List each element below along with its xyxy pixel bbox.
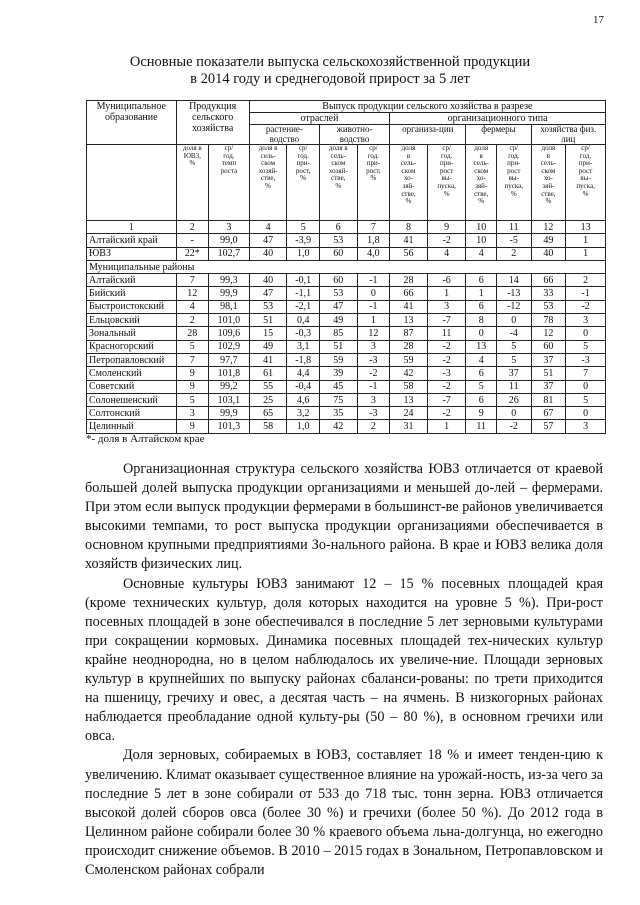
table-cell: -6	[427, 274, 466, 287]
table-cell: 24	[390, 407, 428, 420]
table-cell: -2	[427, 407, 466, 420]
header-households: хозяйства физ. лиц	[531, 125, 605, 145]
header-farmers: фермеры	[466, 125, 531, 145]
table-row	[87, 274, 606, 287]
table-cell-name: Алтайский	[87, 274, 177, 287]
table-cell: -1	[357, 274, 390, 287]
table-cell: 6	[466, 274, 497, 287]
table-cell: 1	[427, 287, 466, 300]
table-title	[70, 54, 590, 88]
table-cell: 3	[357, 340, 390, 353]
header-crop: растение-водство	[249, 125, 319, 145]
production-table	[86, 100, 606, 434]
table-cell: 5	[566, 393, 606, 406]
table-cell: 12	[531, 327, 566, 340]
table-cell: 28	[176, 327, 209, 340]
table-row	[87, 367, 606, 380]
table-cell: 26	[496, 393, 531, 406]
table-cell: 33	[531, 287, 566, 300]
table-cell: 2	[496, 247, 531, 260]
table-cell: 58	[249, 420, 287, 433]
table-cell: 1	[566, 247, 606, 260]
table-cell: 37	[496, 367, 531, 380]
table-cell: 12	[531, 221, 566, 234]
table-cell: -2	[496, 420, 531, 433]
table-cell: 47	[249, 234, 287, 247]
table-cell: 40	[531, 247, 566, 260]
header-production: Продукция сельского хозяйства	[176, 101, 249, 145]
table-cell: 4	[466, 353, 497, 366]
table-row	[87, 327, 606, 340]
table-cell: 6	[466, 367, 497, 380]
table-cell: 4	[427, 247, 466, 260]
table-cell: 81	[531, 393, 566, 406]
table-cell: 45	[319, 380, 357, 393]
table-cell: 99,3	[209, 274, 250, 287]
table-cell: 5	[496, 340, 531, 353]
table-cell: 5	[287, 221, 320, 234]
table-cell: 13	[390, 314, 428, 327]
table-cell: 51	[531, 367, 566, 380]
table-cell: 1	[427, 420, 466, 433]
table-cell: 8	[390, 221, 428, 234]
table-cell: 109,6	[209, 327, 250, 340]
table-cell-name: ЮВЗ	[87, 247, 177, 260]
table-cell: -3,9	[287, 234, 320, 247]
header-livestock: животно-водство	[319, 125, 389, 145]
table-cell: -0,1	[287, 274, 320, 287]
table-title-line-1: Основные показатели выпуска сельскохозяйственной продукции	[129, 54, 531, 70]
table-cell: -13	[496, 287, 531, 300]
header-municipality: Муниципальное образование	[87, 101, 177, 145]
header-empty-cell	[87, 145, 177, 221]
header-avg-rate: ср/ год. темп роста	[209, 145, 250, 221]
table-cell: 0	[496, 314, 531, 327]
table-cell: 51	[319, 340, 357, 353]
table-cell: 3	[176, 407, 209, 420]
table-cell: -2	[357, 367, 390, 380]
table-cell: 1	[566, 234, 606, 247]
table-cell: -1	[357, 300, 390, 313]
header-crop-growth: ср/ год. при- рост, %	[287, 145, 320, 221]
table-cell: 49	[249, 340, 287, 353]
table-cell: 8	[466, 314, 497, 327]
table-cell: -2	[427, 234, 466, 247]
table-cell-name: Ельцовский	[87, 314, 177, 327]
table-cell: 5	[496, 353, 531, 366]
table-cell: 1	[466, 287, 497, 300]
header-house-growth: ср/ год. при- рост вы- пуска, %	[566, 145, 606, 221]
table-cell: 13	[566, 221, 606, 234]
table-cell: 28	[390, 274, 428, 287]
table-cell: -1,1	[287, 287, 320, 300]
header-livestock-growth: ср/ год. при- рост, %	[357, 145, 390, 221]
table-cell: 0	[566, 407, 606, 420]
table-cell: 2	[176, 221, 209, 234]
table-cell: -1,8	[287, 353, 320, 366]
table-cell: 39	[319, 367, 357, 380]
table-cell: 10	[466, 221, 497, 234]
table-cell: 49	[319, 314, 357, 327]
table-cell: 5	[176, 340, 209, 353]
table-cell: 0	[566, 327, 606, 340]
table-cell: -4	[496, 327, 531, 340]
table-cell: 59	[319, 353, 357, 366]
paragraph: Доля зерновых, собираемых в ЮВЗ, составляет 18 % и имеет тенден-цию к увеличению. Климат оказывает существенное влияние на урожай-ность, из-за чего за последние 5 лет в зоне собирали от 533 до 718 тыс. тонн зерна. ЮВЗ отличается высокой долей сборов овса (более 30 %) и гречихи (более 50 %). До 2012 года в Целинном районе собирали более 30 % краевого объема льна-долгунца, но ежегодно происходит снижение объемов. В 2010 – 2015 годах в Зональном, Петропавловском и Смоленском районах собрали	[85, 747, 603, 878]
table-cell: 58	[390, 380, 428, 393]
table-cell-name: Зональный	[87, 327, 177, 340]
table-cell: -3	[566, 353, 606, 366]
table-cell: 98,1	[209, 300, 250, 313]
table-row	[87, 420, 606, 433]
table-cell: -5	[496, 234, 531, 247]
paragraph: Основные культуры ЮВЗ занимают 12 – 15 % посевных площадей края (кроме технических культур, доля которых находится на уровне 5 %). При-рост посевных площадей в зоне обеспечивался в последние 5 лет зерновыми культурами при сокращении кормовых. Динамика посевных площадей тех-нических культур крайне неоднородна, но в целом наблюдалось их увеличе-ние. Площади зерновых культур в крупнейших по выпуску районах сбаланси-рованы: по трети приходится на пшеницу, гречиху и овес, а десятая часть – на ячмень. В низкогорных районах наблюдается преобладание одной культу-ры (50 – 80 %), в основном гречихи или овса.	[85, 575, 603, 745]
table-cell: 7	[357, 221, 390, 234]
table-cell: 102,7	[209, 247, 250, 260]
header-crop-share: доля в сель- ском хозяй- стве, %	[249, 145, 287, 221]
table-cell: 4	[176, 300, 209, 313]
table-cell: 3	[209, 221, 250, 234]
table-cell: 7	[176, 274, 209, 287]
table-cell: 85	[319, 327, 357, 340]
table-cell: 47	[319, 300, 357, 313]
table-cell: 97,7	[209, 353, 250, 366]
table-cell: 3	[427, 300, 466, 313]
table-footnote: *- доля в Алтайском крае	[86, 433, 205, 445]
table-cell: 78	[531, 314, 566, 327]
table-cell: 101,8	[209, 367, 250, 380]
table-cell: 60	[319, 274, 357, 287]
table-cell: 99,2	[209, 380, 250, 393]
table-cell: 49	[531, 234, 566, 247]
table-cell: 66	[390, 287, 428, 300]
table-cell: 6	[466, 300, 497, 313]
table-cell: 0	[357, 287, 390, 300]
table-cell: 9	[176, 420, 209, 433]
table-row	[87, 287, 606, 300]
table-cell: 67	[531, 407, 566, 420]
table-cell-name: 1	[87, 221, 177, 234]
table-cell-name: Солтонский	[87, 407, 177, 420]
table-cell: 25	[249, 393, 287, 406]
table-cell: 11	[496, 221, 531, 234]
header-org-share: доля в сель- ском хо- зяй- стве, %	[390, 145, 428, 221]
table-cell: -1	[357, 380, 390, 393]
table-cell: 0,4	[287, 314, 320, 327]
paragraph: Организационная структура сельского хозяйства ЮВЗ отличается от краевой большей долей выпуска продукции организациями и меньшей до-лей – фермерами. При этом если выпуск продукции фермерами в большинст-ве районов увеличивается высокими темпами, то рост выпуска продукции организациями обеспечивается в основном крупными предприятиями Зо-нального района. В крае и ЮВЗ велика доля хозяйств физических лиц.	[85, 461, 603, 573]
table-cell: -3	[357, 407, 390, 420]
table-cell: 31	[390, 420, 428, 433]
table-cell: -0,3	[287, 327, 320, 340]
table-cell: 1	[357, 314, 390, 327]
table-cell: 13	[390, 393, 428, 406]
table-cell: -	[176, 234, 209, 247]
header-livestock-share: доля в сель- ском хозяй- стве, %	[319, 145, 357, 221]
table-cell: 59	[390, 353, 428, 366]
table-cell: 2	[176, 314, 209, 327]
table-cell: 5	[466, 380, 497, 393]
table-cell-name: Быстроистокский	[87, 300, 177, 313]
table-cell: -2	[427, 340, 466, 353]
table-cell-name: Смоленский	[87, 367, 177, 380]
table-cell: 2	[357, 420, 390, 433]
header-organizations: организа-ции	[390, 125, 466, 145]
table-cell-name: Петропавловский	[87, 353, 177, 366]
table-cell: 1,0	[287, 247, 320, 260]
table-cell: 9	[176, 380, 209, 393]
table-cell: 65	[249, 407, 287, 420]
table-cell: 42	[319, 420, 357, 433]
table-cell: 3	[566, 420, 606, 433]
table-cell: 1,0	[287, 420, 320, 433]
table-cell: 41	[390, 234, 428, 247]
table-cell: 12	[176, 287, 209, 300]
table-cell: 1,8	[357, 234, 390, 247]
table-title-line-2: в 2014 году и среднегодовой прирост за 5 лет	[190, 71, 470, 87]
table-row	[87, 234, 606, 247]
table-cell: -2	[427, 353, 466, 366]
header-output: Выпуск продукции сельского хозяйства в разрезе	[249, 101, 605, 113]
table-cell: 53	[319, 234, 357, 247]
header-farm-growth: ср/ год. при- рост вы- пуска, %	[496, 145, 531, 221]
header-house-share: доля в сель- ском хо- зяй- стве, %	[531, 145, 566, 221]
table-cell: 60	[319, 247, 357, 260]
table-cell-name: Красногорский	[87, 340, 177, 353]
table-cell: 41	[249, 353, 287, 366]
table-cell: 6	[319, 221, 357, 234]
table-cell: 101,0	[209, 314, 250, 327]
table-row	[87, 380, 606, 393]
table-cell: 99,9	[209, 407, 250, 420]
table-cell: 5	[566, 340, 606, 353]
table-cell: 42	[390, 367, 428, 380]
table-cell-name: Алтайский край	[87, 234, 177, 247]
header-org-growth: ср/ год. при- рост вы- пуска, %	[427, 145, 466, 221]
page-number: 17	[593, 14, 604, 26]
table-cell: -3	[357, 353, 390, 366]
section-label: Муниципальные районы	[87, 260, 606, 273]
table-cell: 6	[466, 393, 497, 406]
table-cell: 99,0	[209, 234, 250, 247]
body-text	[85, 460, 603, 880]
table-row	[87, 407, 606, 420]
table-cell: 55	[249, 380, 287, 393]
table-cell: 15	[249, 327, 287, 340]
table-cell: 51	[249, 314, 287, 327]
table-cell: 4	[249, 221, 287, 234]
table-cell: 12	[357, 327, 390, 340]
table-cell: 9	[176, 367, 209, 380]
table-cell-name: Солонешенский	[87, 393, 177, 406]
table-cell: 4,4	[287, 367, 320, 380]
table-cell: 14	[496, 274, 531, 287]
table-cell: -0,4	[287, 380, 320, 393]
table-cell: 102,9	[209, 340, 250, 353]
header-share-uvz: доля в ЮВЗ, %	[176, 145, 209, 221]
table-cell: 53	[249, 300, 287, 313]
table-cell: 0	[566, 380, 606, 393]
table-cell: 13	[466, 340, 497, 353]
table-cell: -2	[566, 300, 606, 313]
table-cell: 9	[466, 407, 497, 420]
table-row	[87, 300, 606, 313]
table-cell: -7	[427, 393, 466, 406]
table-cell: 2	[566, 274, 606, 287]
table-cell: -2,1	[287, 300, 320, 313]
table-row	[87, 314, 606, 327]
table-cell: 37	[531, 380, 566, 393]
table-cell: 0	[496, 407, 531, 420]
table-cell: 7	[566, 367, 606, 380]
table-cell: 3,2	[287, 407, 320, 420]
table-cell: 7	[176, 353, 209, 366]
table-cell-name: Бийский	[87, 287, 177, 300]
table-cell: 60	[531, 340, 566, 353]
table-cell: 11	[466, 420, 497, 433]
table-cell: 9	[427, 221, 466, 234]
table-cell: 3	[357, 393, 390, 406]
table-cell: 53	[319, 287, 357, 300]
table-cell: 5	[176, 393, 209, 406]
table-row	[87, 247, 606, 260]
table-cell: 56	[390, 247, 428, 260]
table-cell: -2	[427, 380, 466, 393]
table-cell: 47	[249, 287, 287, 300]
table-row	[87, 393, 606, 406]
table-cell: -7	[427, 314, 466, 327]
table-cell: 4,6	[287, 393, 320, 406]
table-cell: 22*	[176, 247, 209, 260]
table-cell: 87	[390, 327, 428, 340]
header-farm-share: доля в сель- ском хо- зяй- стве, %	[466, 145, 497, 221]
table-cell-name: Целинный	[87, 420, 177, 433]
column-number-row	[87, 221, 606, 234]
table-cell: 35	[319, 407, 357, 420]
table-cell: 10	[466, 234, 497, 247]
table-cell: -1	[566, 287, 606, 300]
table-cell: 41	[390, 300, 428, 313]
section-row	[87, 260, 606, 273]
table-cell: 11	[496, 380, 531, 393]
table-cell: 61	[249, 367, 287, 380]
table-cell: 57	[531, 420, 566, 433]
table-cell: 3,1	[287, 340, 320, 353]
table-cell: 40	[249, 247, 287, 260]
table-cell: -12	[496, 300, 531, 313]
table-cell: -3	[427, 367, 466, 380]
table-cell: 66	[531, 274, 566, 287]
table-cell: 40	[249, 274, 287, 287]
table-cell: 28	[390, 340, 428, 353]
table-cell: 3	[566, 314, 606, 327]
table-cell: 0	[466, 327, 497, 340]
table-row	[87, 353, 606, 366]
table-cell: 101,3	[209, 420, 250, 433]
table-cell: 75	[319, 393, 357, 406]
table-cell: 4,0	[357, 247, 390, 260]
table-body	[87, 221, 606, 434]
table-cell: 103,1	[209, 393, 250, 406]
table-cell: 99,9	[209, 287, 250, 300]
table-cell: 4	[466, 247, 497, 260]
table-cell: 11	[427, 327, 466, 340]
table-cell-name: Советский	[87, 380, 177, 393]
table-row	[87, 340, 606, 353]
header-sectors: отраслей	[249, 113, 389, 125]
table-cell: 37	[531, 353, 566, 366]
table-cell: 53	[531, 300, 566, 313]
header-org-type: организационного типа	[390, 113, 606, 125]
